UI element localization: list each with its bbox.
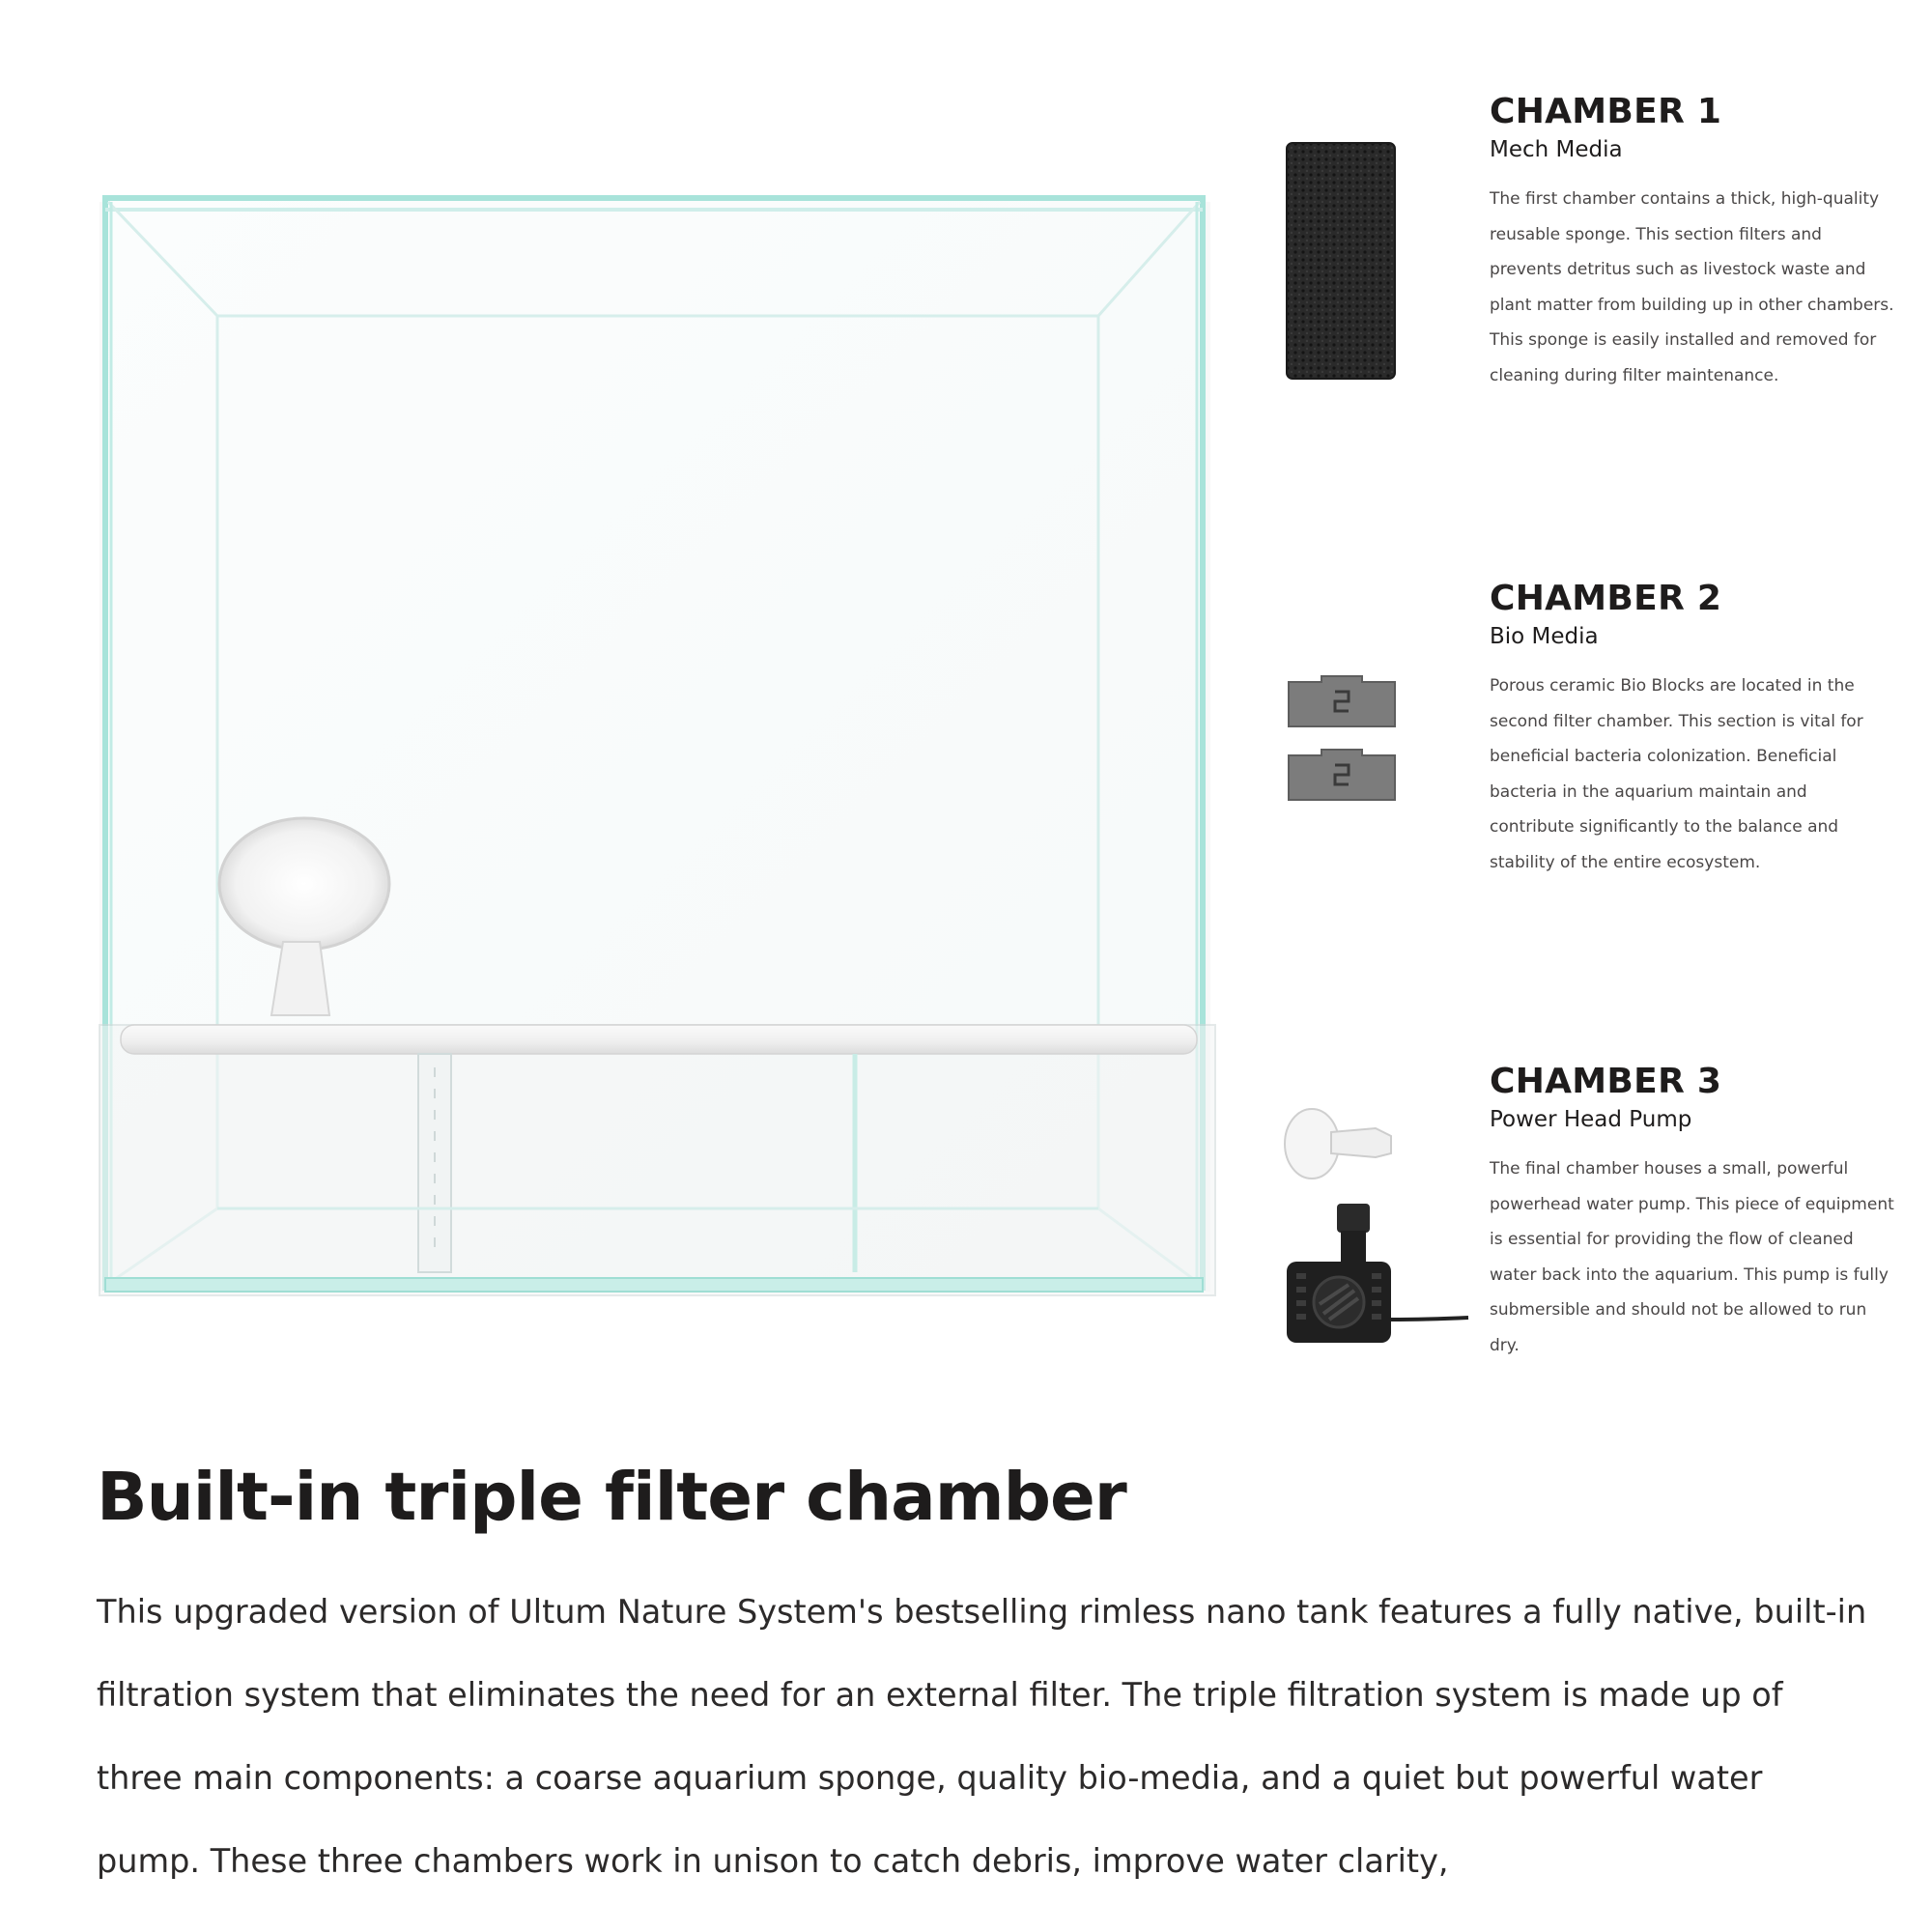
bio-block-icon	[1285, 674, 1399, 730]
chamber-description: The first chamber contains a thick, high-quality reusable sponge. This section filters and prevents detritus such as livestock waste and plant matter from building up in other chambers. This sponge is easily installed and removed for cleaning during filter maintenance.	[1490, 189, 1894, 385]
chamber-2-block	[1490, 580, 1895, 880]
aquarium-tank-image	[92, 188, 1217, 1304]
sponge-icon	[1285, 141, 1397, 381]
water-pump-icon	[1281, 1198, 1470, 1352]
chamber-title: CHAMBER 2	[1490, 579, 1722, 618]
chamber-description: The final chamber houses a small, powerful powerhead water pump. This piece of equipment is essential for providing the flow of cleaned water back into the aquarium. This pump is fully submersible and should not be allowed to run dry.	[1490, 1159, 1894, 1355]
chamber-1-block	[1490, 93, 1895, 393]
chamber-title: CHAMBER 1	[1490, 92, 1722, 131]
chamber-subtitle: Mech Media	[1490, 137, 1623, 162]
bio-block-icon	[1285, 748, 1399, 804]
section-body-text: This upgraded version of Ultum Nature System's bestselling rimless nano tank features a fully native, built-in filtration system that eliminates the need for an external filter. The triple filtration system is made up of three main components: a coarse aquarium sponge, quality bio-media, and a quiet but powerful water pump. These three chambers work in unison to catch debris, improve water clarity,	[97, 1593, 1867, 1880]
section-heading: Built-in triple filter chamber	[97, 1459, 1126, 1536]
chamber-description: Porous ceramic Bio Blocks are located in the second filter chamber. This section is vital for beneficial bacteria colonization. Beneficial bacteria in the aquarium maintain and contribute significantly to the balance and stability of the entire ecosystem.	[1490, 676, 1863, 872]
chamber-subtitle: Power Head Pump	[1490, 1107, 1692, 1132]
chamber-title: CHAMBER 3	[1490, 1062, 1722, 1101]
chamber-3-block	[1490, 1063, 1895, 1363]
suction-cup-icon	[1277, 1099, 1401, 1182]
chamber-subtitle: Bio Media	[1490, 624, 1599, 649]
